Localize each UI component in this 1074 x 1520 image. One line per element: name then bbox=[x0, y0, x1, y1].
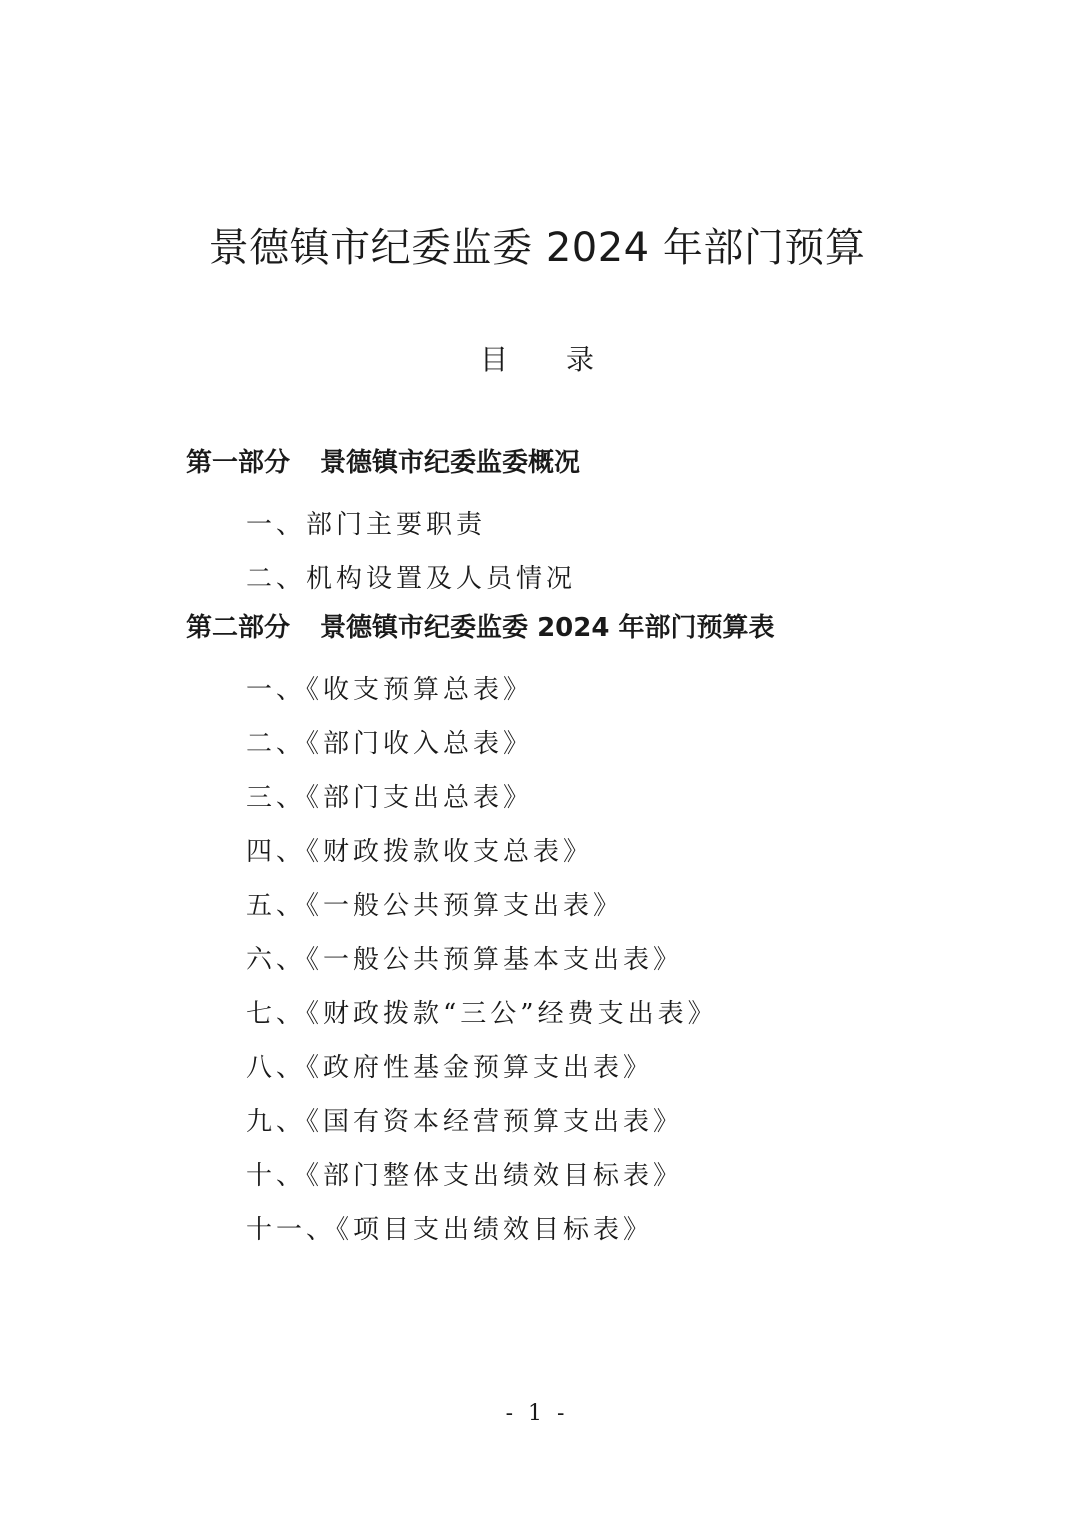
toc-entry: 七、《财政拨款“三公”经费支出表》 bbox=[246, 999, 718, 1029]
toc-entry: 一、《收支预算总表》 bbox=[246, 675, 534, 705]
toc-entry: 五、《一般公共预算支出表》 bbox=[246, 891, 624, 921]
toc-entry: 四、《财政拨款收支总表》 bbox=[246, 837, 594, 867]
toc-entry: 十一、《项目支出绩效目标表》 bbox=[246, 1215, 654, 1245]
toc-entry: 二、机构设置及人员情况 bbox=[246, 564, 577, 594]
toc-entry: 二、《部门收入总表》 bbox=[246, 729, 534, 759]
toc-part-label: 第一部分 bbox=[186, 448, 291, 478]
toc-entry: 六、《一般公共预算基本支出表》 bbox=[246, 945, 684, 975]
toc-part-title: 景德镇市纪委监委 2024 年部门预算表 bbox=[320, 613, 775, 643]
toc-part-two bbox=[186, 611, 774, 645]
page-number: - 1 - bbox=[505, 1401, 569, 1426]
toc-entry: 九、《国有资本经营预算支出表》 bbox=[246, 1107, 684, 1137]
toc-entry: 一、部门主要职责 bbox=[246, 510, 487, 540]
toc-heading bbox=[0, 342, 1074, 378]
toc-part-title: 景德镇市纪委监委概况 bbox=[320, 448, 581, 478]
toc-part-one bbox=[186, 446, 580, 480]
toc-entry: 三、《部门支出总表》 bbox=[246, 783, 534, 813]
document-title: 景德镇市纪委监委 2024 年部门预算 bbox=[208, 225, 866, 271]
toc-entry: 十、《部门整体支出绩效目标表》 bbox=[246, 1161, 684, 1191]
toc-heading-second-char: 录 bbox=[566, 343, 595, 376]
toc-entry: 八、《政府性基金预算支出表》 bbox=[246, 1053, 654, 1083]
toc-part-label: 第二部分 bbox=[186, 613, 291, 643]
toc-heading-first-char: 目 bbox=[479, 343, 508, 376]
